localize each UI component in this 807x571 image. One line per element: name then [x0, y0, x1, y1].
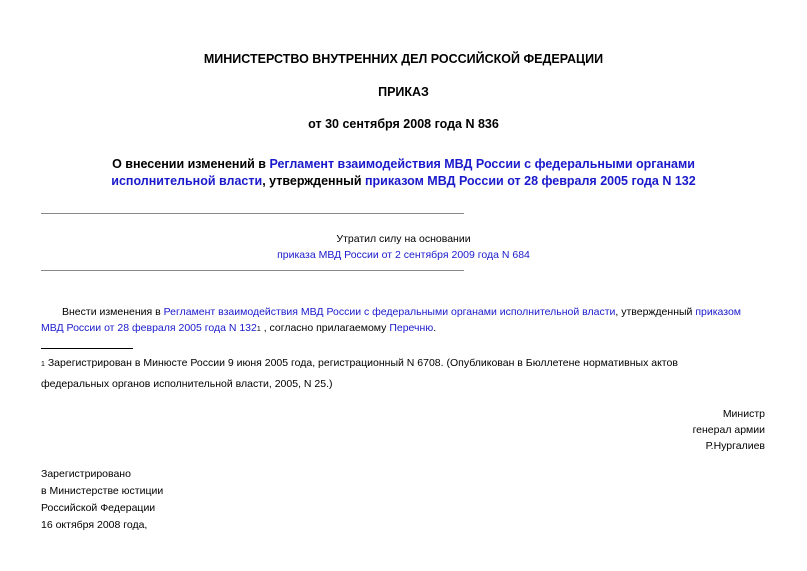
- body-link-order-cont[interactable]: МВД России от 28 февраля 2005 года N 132: [41, 322, 257, 334]
- document-date-number: от 30 сентября 2008 года N 836: [308, 117, 499, 131]
- registration-line-2: в Министерстве юстиции: [41, 485, 164, 497]
- title-text-2: , утвержденный: [262, 174, 365, 188]
- body-link-perechen[interactable]: Перечню: [389, 322, 434, 334]
- divider-top: [41, 213, 464, 214]
- body-link-order[interactable]: приказом: [695, 306, 742, 318]
- divider-bottom: [41, 270, 464, 271]
- footnote-line-2: федеральных органов исполнительной власти, 2005, N 25.): [41, 378, 333, 390]
- ministry-heading: МИНИСТЕРСТВО ВНУТРЕННИХ ДЕЛ РОССИЙСКОЙ ФЕДЕРАЦИИ: [203, 52, 604, 66]
- title-link-reglament[interactable]: Регламент взаимодействия МВД России с федеральными органами: [269, 157, 695, 171]
- status-note: Утратил силу на основании: [336, 233, 471, 245]
- signature-name: Р.Нургалиев: [705, 440, 765, 452]
- body-text-1: Внести изменения в: [62, 306, 164, 318]
- document-title-line-2: [0, 174, 807, 188]
- body-text-3: , согласно прилагаемому: [263, 322, 390, 334]
- status-link-wrap: [0, 249, 807, 261]
- footnote-ref[interactable]: 1: [256, 326, 261, 333]
- body-paragraph-line-2: [41, 320, 436, 338]
- registration-line-4: 16 октября 2008 года,: [41, 519, 148, 531]
- status-link-order-684[interactable]: приказа МВД России от 2 сентября 2009 года N 684: [277, 249, 530, 261]
- footnote-text-1: Зарегистрирован в Минюсте России 9 июня 2005 года, регистрационный N 6708. (Опубликован в Бюллетене нормативных актов: [47, 357, 678, 369]
- title-link-order-132[interactable]: приказом МВД России от 28 февраля 2005 года N 132: [364, 174, 696, 188]
- signature-block: [693, 406, 765, 454]
- body-paragraph: [62, 304, 766, 320]
- body-text-2: , утвержденный: [615, 306, 696, 318]
- signature-title: Министр: [722, 408, 765, 420]
- document-type: ПРИКАЗ: [378, 85, 429, 99]
- body-dot: .: [433, 322, 437, 334]
- footnote-number: 1: [41, 361, 45, 368]
- footnote-divider: [41, 348, 133, 349]
- document-title: [0, 157, 807, 171]
- title-text-1: О внесении изменений в: [112, 157, 270, 171]
- title-link-reglament-cont[interactable]: исполнительной власти: [111, 174, 263, 188]
- footnote-line-1: [41, 355, 766, 373]
- signature-rank: генерал армии: [692, 424, 765, 436]
- registration-block: [41, 466, 163, 534]
- registration-line-3: Российской Федерации: [41, 502, 156, 514]
- body-link-reglament[interactable]: Регламент взаимодействия МВД России с федеральными органами исполнительной власти: [163, 306, 616, 318]
- registration-line-1: Зарегистрировано: [41, 468, 131, 480]
